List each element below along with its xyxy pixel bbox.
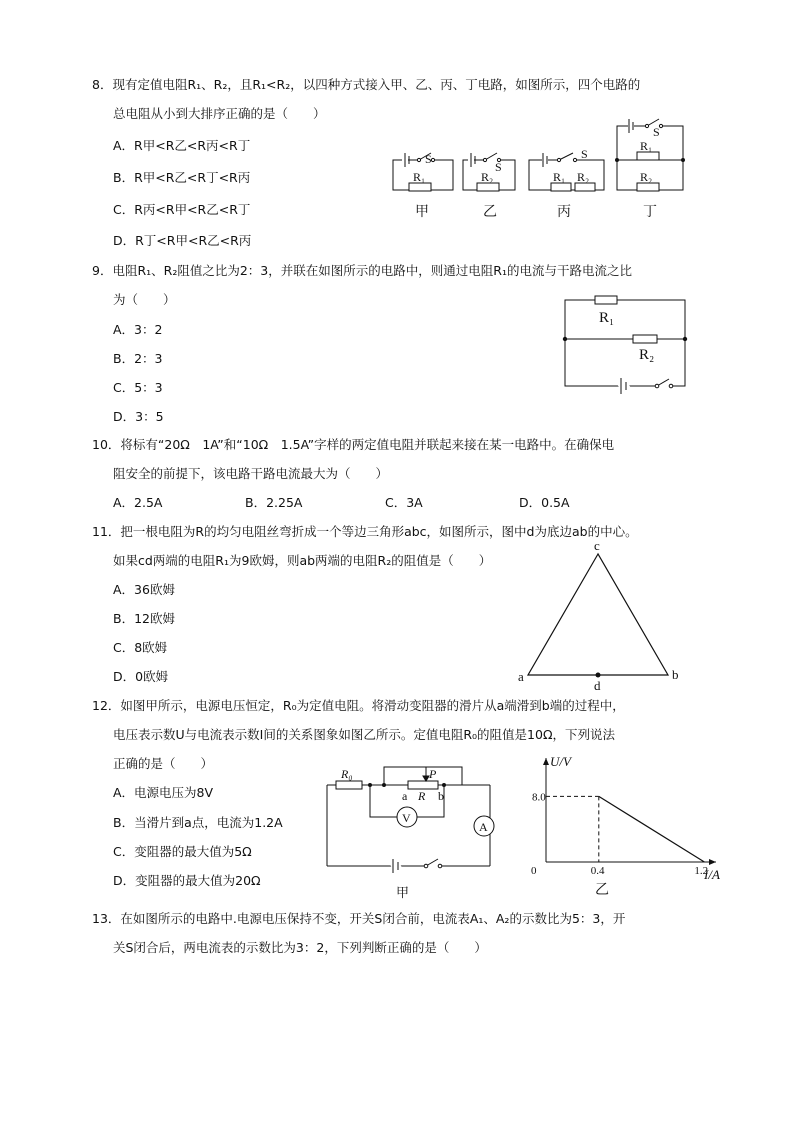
q8-switch-label-yi: S (495, 160, 502, 174)
q8-caption-bing: 丙 (557, 204, 571, 220)
q12-r0-label: R₀ (341, 767, 353, 781)
q8-r1-label-jia: R₁ (413, 170, 426, 184)
q8-r2-label-yi: R₂ (481, 170, 494, 184)
q12-junction-a (382, 783, 386, 787)
y-axis-label: U/V (550, 754, 571, 769)
q12-b-label: b (438, 789, 444, 803)
q11-triangle-figure (515, 538, 695, 693)
q11-option-d[interactable]: D．0欧姆 (113, 669, 169, 684)
q9-junction-right (683, 337, 687, 341)
q8-junction-left (615, 158, 619, 162)
q9-option-c[interactable]: C．5：3 (113, 380, 163, 395)
circuit-bing (529, 153, 604, 191)
q8-r1-label-ding: R₁ (640, 139, 653, 153)
q8-junction-right (681, 158, 685, 162)
q8-caption-jia: 甲 (415, 204, 429, 220)
q12-caption-yi: 乙 (595, 882, 609, 898)
q10-line1: 10．将标有“20Ω 1A”和“10Ω 1.5A”字样的两定值电阻并联起来接在某一电路中。在确保电 (92, 437, 615, 452)
q8-r1-label-bing: R₁ (553, 170, 566, 184)
q10-option-d[interactable]: D．0.5A (519, 495, 570, 510)
q12-option-a[interactable]: A．电源电压为8V (113, 785, 214, 800)
q9-line2: 为（ ） (113, 292, 176, 307)
q12-ammeter-label: A (479, 820, 488, 834)
q8-r2-label-bing: R₂ (577, 170, 590, 184)
q9-circuit-figure (563, 296, 693, 396)
q12-p-label: P (429, 767, 437, 781)
q12-ui-graph (530, 752, 750, 902)
q10-option-c[interactable]: C．3A (385, 495, 423, 510)
q13-line2: 关S闭合后，两电流表的示数比为3：2，下列判断正确的是（ ） (113, 940, 487, 955)
q8-circuit-figure (385, 108, 685, 238)
q10-option-b[interactable]: B．2.25A (245, 495, 303, 510)
q12-a-label: a (402, 789, 408, 803)
q11-option-a[interactable]: A．36欧姆 (113, 582, 175, 597)
q12-line3: 正确的是（ ） (113, 756, 214, 771)
q8-switch-label-ding: S (653, 125, 660, 139)
q8-switch-label-jia: S (425, 152, 432, 166)
q11-line1: 11．把一根电阻为R的均匀电阻丝弯折成一个等边三角形abc，如图所示，图中d为底边ab的中心。 (92, 524, 638, 539)
q10-line2: 阻安全的前提下，该电路干路电流最大为（ ） (113, 466, 389, 481)
q12-junction-left (368, 783, 372, 787)
y-tick-8: 8.0 (532, 791, 546, 804)
triangle-abc (528, 554, 668, 675)
q12-line2: 电压表示数U与电流表示数I间的关系图象如图乙所示。定值电阻R₀的阻值是10Ω，下列说法 (113, 727, 615, 742)
q9-option-d[interactable]: D．3：5 (113, 409, 164, 424)
q9-junction-left (563, 337, 567, 341)
q8-caption-yi: 乙 (483, 204, 497, 220)
x-tick-1-2: 1.2 (694, 865, 709, 877)
q9-line1: 9．电阻R₁、R₂阻值之比为2：3，并联在如图所示的电路中，则通过电阻R₁的电流与干路电流之比 (92, 263, 632, 278)
q8-line1: 8．现有定值电阻R₁、R₂，且R₁<R₂，以四种方式接入甲、乙、丙、丁电路，如图所示，四个电路的 (92, 77, 641, 92)
q8-switch-label-bing: S (581, 147, 588, 161)
q11-option-b[interactable]: B．12欧姆 (113, 611, 175, 626)
q12-junction-right (442, 783, 446, 787)
x-axis-label: I/A (704, 867, 720, 882)
q12-r-label: R (418, 789, 426, 803)
q12-caption-jia: 甲 (396, 886, 410, 901)
series-line (599, 796, 705, 862)
q11-line2: 如果cd两端的电阻R₁为9欧姆，则ab两端的电阻R₂的阻值是（ ） (113, 553, 492, 568)
q12-circuit-jia (322, 763, 502, 903)
q9-r1-label: R₁ (599, 310, 615, 326)
q9-option-b[interactable]: B．2：3 (113, 351, 163, 366)
x-tick-0: 0 (531, 865, 537, 877)
q11-option-c[interactable]: C．8欧姆 (113, 640, 168, 655)
x-tick-0-4: 0.4 (590, 865, 605, 877)
q12-option-b[interactable]: B．当滑片到a点，电流为1.2A (113, 815, 283, 830)
label-d: d (594, 678, 601, 693)
q8-line2: 总电阻从小到大排序正确的是（ ） (113, 106, 326, 121)
point-d (596, 673, 601, 678)
q8-caption-ding: 丁 (643, 204, 657, 220)
q10-option-a[interactable]: A．2.5A (113, 495, 163, 510)
q8-r2-label-ding: R₂ (640, 170, 653, 184)
q8-option-b[interactable]: B．R甲<R乙<R丁<R丙 (113, 170, 251, 185)
q8-option-a[interactable]: A．R甲<R乙<R丙<R丁 (113, 138, 251, 153)
q12-option-c[interactable]: C．变阻器的最大值为5Ω (113, 844, 252, 859)
q12-voltmeter-label: V (402, 811, 411, 825)
q9-r2-label: R₂ (639, 347, 655, 363)
q8-option-d[interactable]: D．R丁<R甲<R乙<R丙 (113, 233, 252, 248)
q12-line1: 12．如图甲所示，电源电压恒定，R₀为定值电阻。将滑动变阻器的滑片从a端滑到b端的过程中， (92, 698, 625, 713)
q13-line1: 13．在如图所示的电路中.电源电压保持不变，开关S闭合前，电流表A₁、A₂的示数比为5：3，开 (92, 911, 626, 926)
label-b: b (672, 667, 679, 682)
q9-option-a[interactable]: A．3：2 (113, 322, 163, 337)
q12-option-d[interactable]: D．变阻器的最大值为20Ω (113, 873, 261, 888)
label-a: a (518, 669, 524, 684)
label-c: c (594, 538, 600, 553)
q8-option-c[interactable]: C．R丙<R甲<R乙<R丁 (113, 202, 251, 217)
